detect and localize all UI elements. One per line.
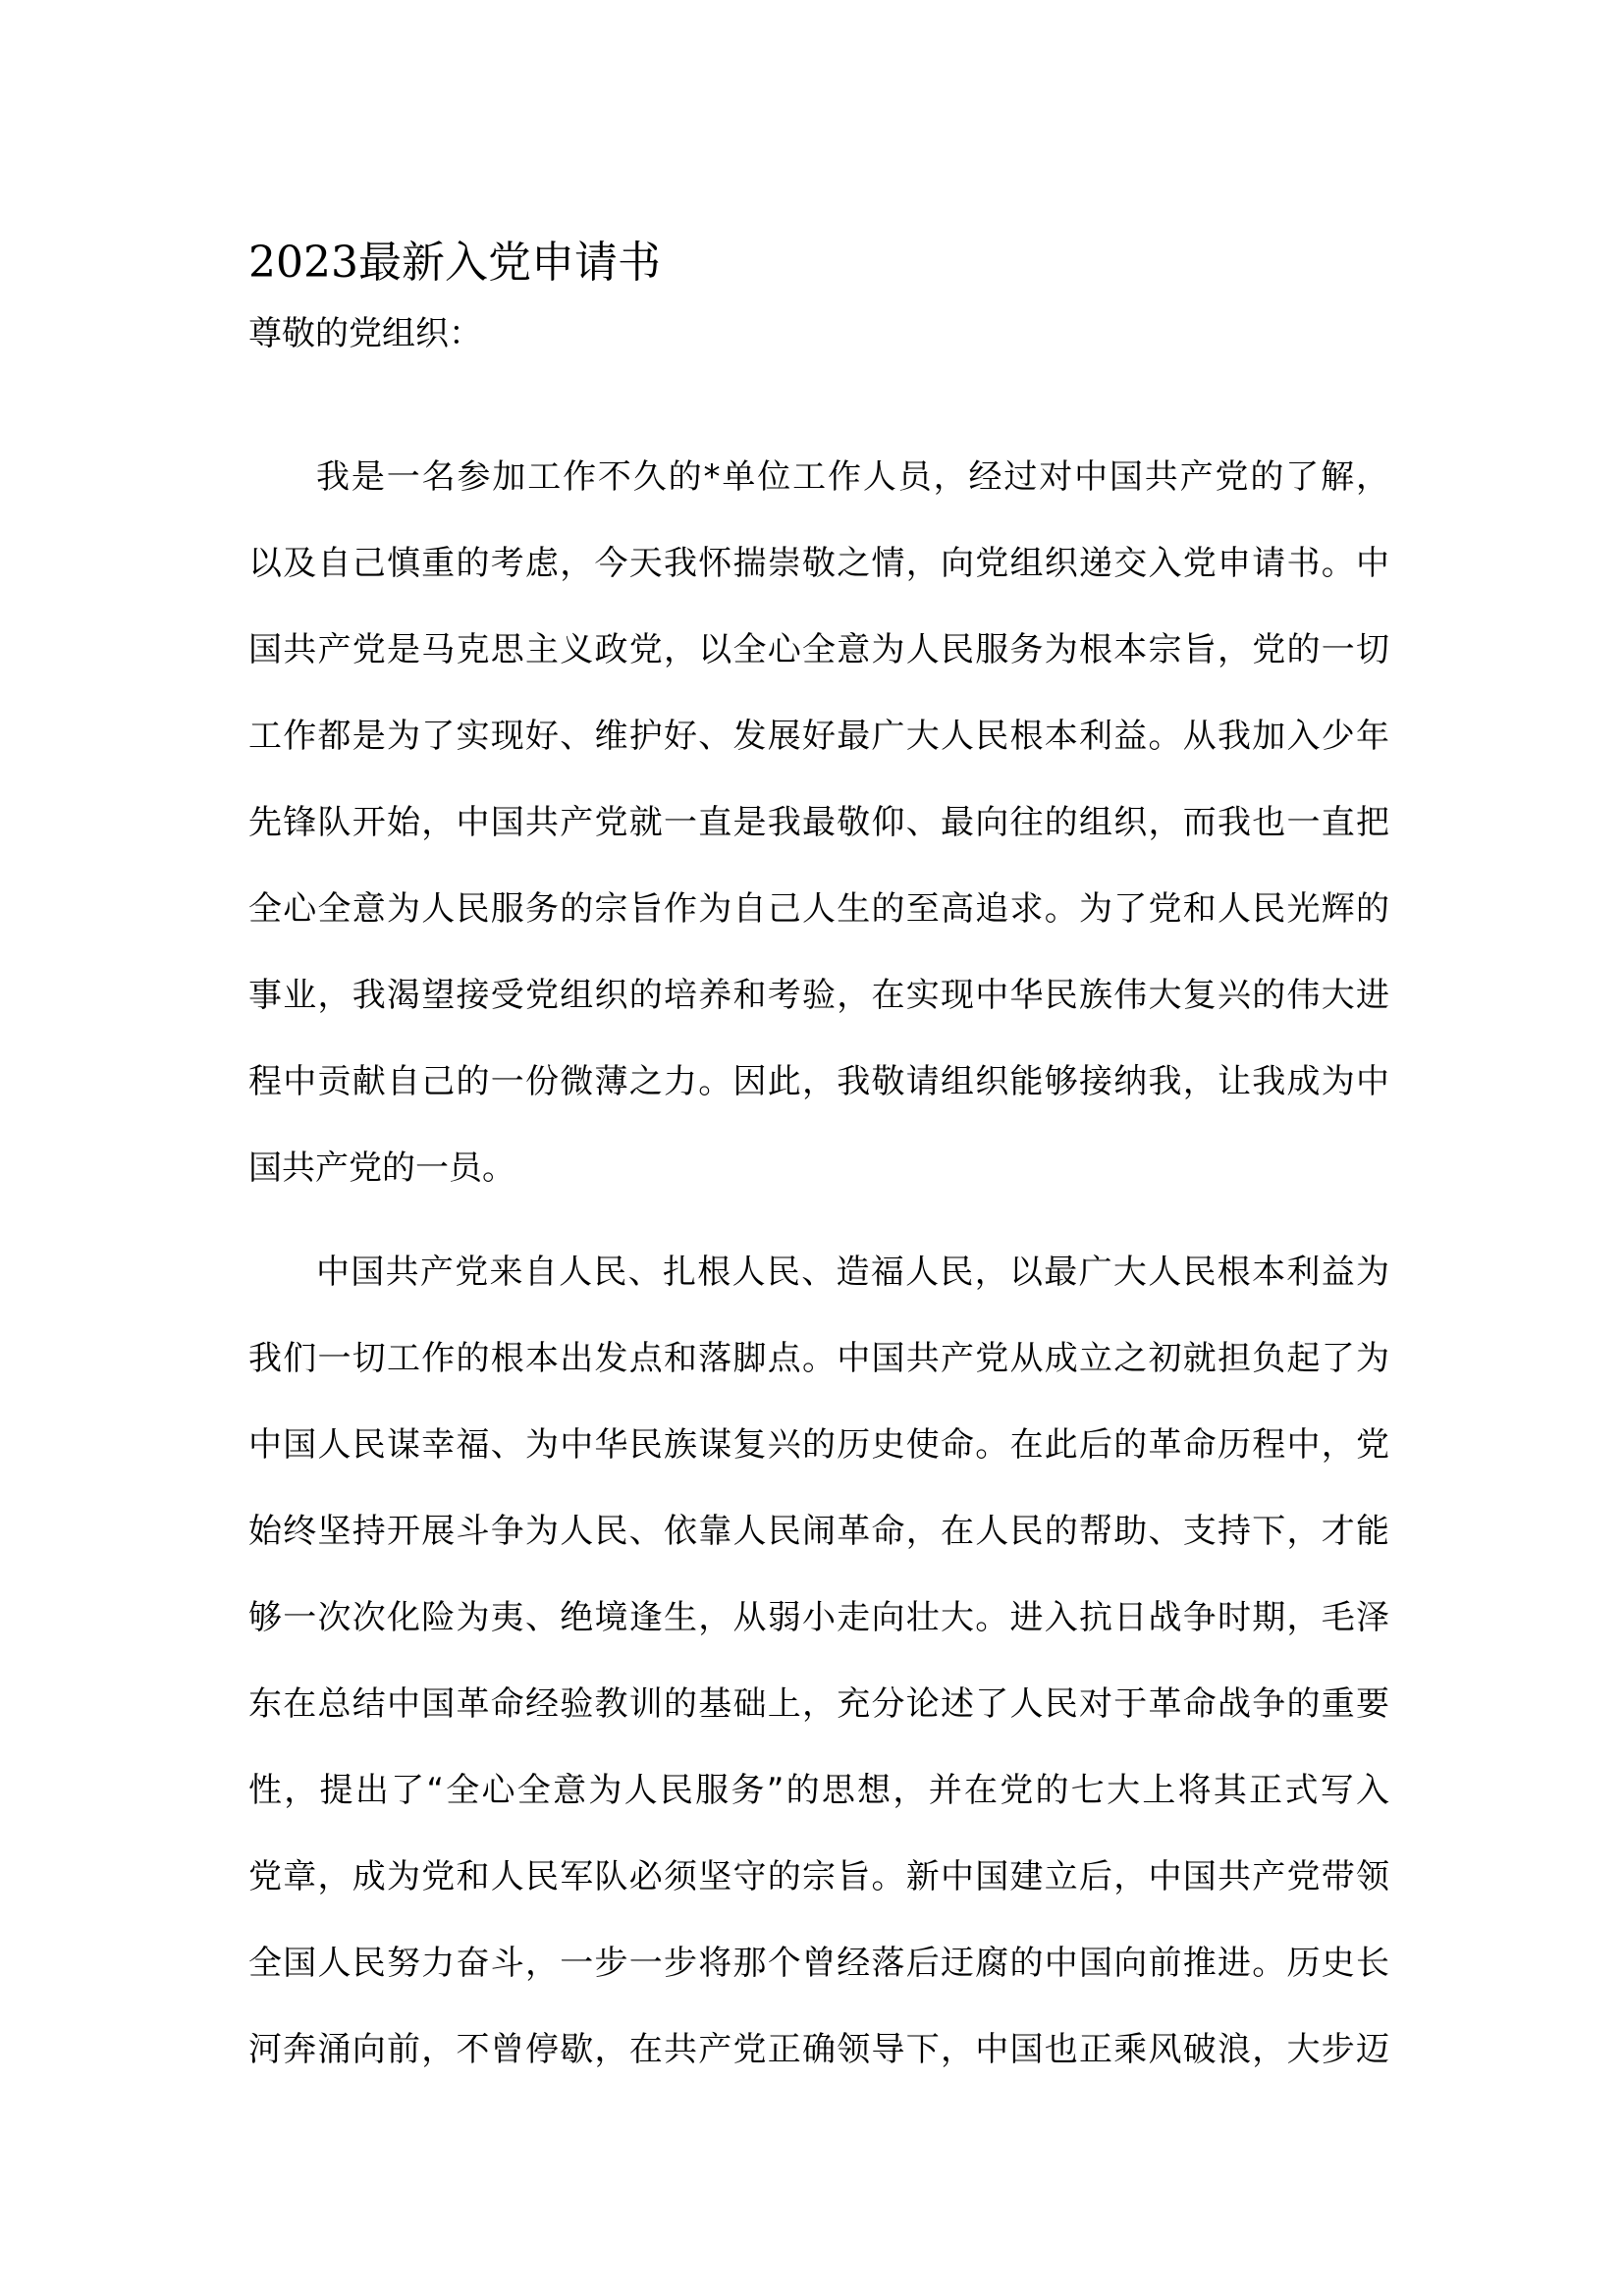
paragraph-line: 党章，成为党和人民军队必须坚守的宗旨。新中国建立后，中国共产党带领 (248, 1857, 1389, 1896)
paragraph-line: 以及自己慎重的考虑，今天我怀揣崇敬之情，向党组织递交入党申请书。中 (248, 544, 1389, 583)
salutation: 尊敬的党组织： (248, 314, 482, 353)
paragraph-line: 程中贡献自己的一份微薄之力。因此，我敬请组织能够接纳我，让我成为中 (248, 1062, 1389, 1101)
paragraph-2 (248, 1229, 1389, 2093)
paragraph-line: 事业，我渴望接受党组织的培养和考验，在实现中华民族伟大复兴的伟大进 (248, 976, 1389, 1015)
paragraph-line: 全心全意为人民服务的宗旨作为自己人生的至高追求。为了党和人民光辉的 (248, 889, 1389, 929)
paragraph-line: 河奔涌向前，不曾停歇，在共产党正确领导下，中国也正乘风破浪，大步迈 (248, 2030, 1389, 2069)
paragraph-line: 始终坚持开展斗争为人民、依靠人民闹革命，在人民的帮助、支持下，才能 (248, 1512, 1389, 1551)
paragraph-line: 工作都是为了实现好、维护好、发展好最广大人民根本利益。从我加入少年 (248, 717, 1389, 756)
paragraph-line: 性，提出了“全心全意为人民服务”的思想，并在党的七大上将其正式写入 (248, 1771, 1389, 1810)
paragraph-1 (248, 434, 1389, 1211)
paragraph-line: 中国人民谋幸福、为中华民族谋复兴的历史使命。在此后的革命历程中，党 (248, 1425, 1389, 1465)
paragraph-line: 够一次次化险为夷、绝境逢生，从弱小走向壮大。进入抗日战争时期，毛泽 (248, 1598, 1389, 1637)
paragraph-line: 我是一名参加工作不久的*单位工作人员，经过对中国共产党的了解， (316, 457, 1389, 497)
paragraph-line: 全国人民努力奋斗，一步一步将那个曾经落后迂腐的中国向前推进。历史长 (248, 1944, 1389, 1983)
paragraph-line: 我们一切工作的根本出发点和落脚点。中国共产党从成立之初就担负起了为 (248, 1339, 1389, 1378)
paragraph-line: 中国共产党来自人民、扎根人民、造福人民，以最广大人民根本利益为 (316, 1253, 1389, 1292)
document-title: 2023最新入党申请书 (248, 238, 661, 288)
paragraph-line: 东在总结中国革命经验教训的基础上，充分论述了人民对于革命战争的重要 (248, 1684, 1389, 1724)
paragraph-line: 先锋队开始，中国共产党就一直是我最敬仰、最向往的组织，而我也一直把 (248, 803, 1389, 842)
paragraph-line: 国共产党的一员。 (248, 1148, 515, 1188)
paragraph-line: 国共产党是马克思主义政党，以全心全意为人民服务为根本宗旨，党的一切 (248, 630, 1389, 669)
